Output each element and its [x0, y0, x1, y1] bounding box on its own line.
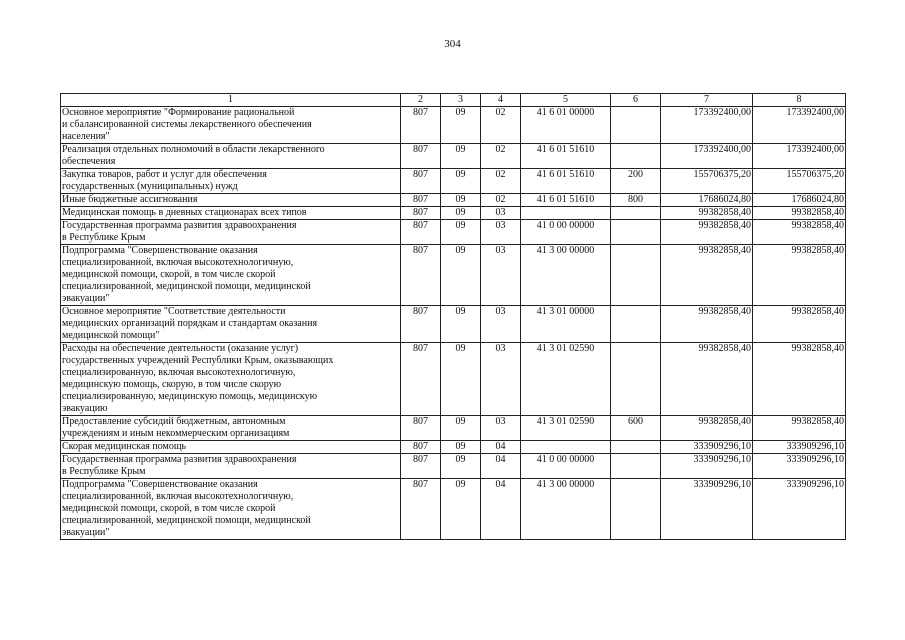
- amount-year-2: 173392400,00: [753, 107, 846, 144]
- item-name: Государственная программа развития здравоохранения в Республике Крым: [61, 220, 401, 245]
- section-code: 09: [441, 441, 481, 454]
- amount-year-1: 333909296,10: [661, 441, 753, 454]
- amount-year-2: 99382858,40: [753, 220, 846, 245]
- amount-year-1: 99382858,40: [661, 245, 753, 306]
- subsection-code: 04: [481, 441, 521, 454]
- ministry-code: 807: [401, 144, 441, 169]
- section-code: 09: [441, 220, 481, 245]
- subsection-code: 03: [481, 220, 521, 245]
- section-code: 09: [441, 343, 481, 416]
- ministry-code: 807: [401, 207, 441, 220]
- table-row: [61, 207, 846, 220]
- subsection-code: 03: [481, 207, 521, 220]
- target-article-code: [521, 207, 611, 220]
- table-row: [61, 220, 846, 245]
- amount-year-1: 333909296,10: [661, 479, 753, 540]
- item-name: Подпрограмма "Совершенствование оказания специализированной, включая высокотехнологичную, медицинской помощи, скорой, в том числе скорой специализированной, медицинской помощи, медицинской эвакуации": [61, 479, 401, 540]
- header-cell: 2: [401, 94, 441, 107]
- subsection-code: 03: [481, 416, 521, 441]
- amount-year-2: 155706375,20: [753, 169, 846, 194]
- subsection-code: 02: [481, 169, 521, 194]
- expense-type-code: [611, 144, 661, 169]
- header-cell: 6: [611, 94, 661, 107]
- amount-year-2: 99382858,40: [753, 245, 846, 306]
- section-code: 09: [441, 144, 481, 169]
- page-number: 304: [444, 38, 461, 50]
- item-name: Иные бюджетные ассигнования: [61, 194, 401, 207]
- table-row: [61, 416, 846, 441]
- subsection-code: 02: [481, 194, 521, 207]
- amount-year-1: 99382858,40: [661, 207, 753, 220]
- item-name: Медицинская помощь в дневных стационарах всех типов: [61, 207, 401, 220]
- expense-type-code: [611, 306, 661, 343]
- header-cell: 3: [441, 94, 481, 107]
- expense-type-code: [611, 343, 661, 416]
- section-code: 09: [441, 479, 481, 540]
- ministry-code: 807: [401, 194, 441, 207]
- item-name: Основное мероприятие "Формирование рациональной и сбалансированной системы лекарственного обеспечения населения": [61, 107, 401, 144]
- budget-table: [60, 93, 846, 540]
- table-row: [61, 479, 846, 540]
- table-row: [61, 441, 846, 454]
- table-row: [61, 343, 846, 416]
- subsection-code: 02: [481, 107, 521, 144]
- expense-type-code: 800: [611, 194, 661, 207]
- item-name: Основное мероприятие "Соответствие деятельности медицинских организаций порядкам и стандартам оказания медицинской помощи": [61, 306, 401, 343]
- ministry-code: 807: [401, 343, 441, 416]
- subsection-code: 04: [481, 454, 521, 479]
- section-code: 09: [441, 454, 481, 479]
- item-name: Реализация отдельных полномочий в области лекарственного обеспечения: [61, 144, 401, 169]
- section-code: 09: [441, 245, 481, 306]
- item-name: Государственная программа развития здравоохранения в Республике Крым: [61, 454, 401, 479]
- target-article-code: 41 0 00 00000: [521, 454, 611, 479]
- expense-type-code: 600: [611, 416, 661, 441]
- expense-type-code: [611, 454, 661, 479]
- target-article-code: 41 6 01 51610: [521, 144, 611, 169]
- amount-year-1: 99382858,40: [661, 306, 753, 343]
- amount-year-2: 99382858,40: [753, 207, 846, 220]
- table-row: [61, 107, 846, 144]
- amount-year-2: 333909296,10: [753, 479, 846, 540]
- expense-type-code: [611, 479, 661, 540]
- item-name: Предоставление субсидий бюджетным, автономным учреждениям и иным некоммерческим организациям: [61, 416, 401, 441]
- ministry-code: 807: [401, 479, 441, 540]
- amount-year-1: 173392400,00: [661, 107, 753, 144]
- expense-type-code: [611, 441, 661, 454]
- section-code: 09: [441, 169, 481, 194]
- target-article-code: 41 6 01 00000: [521, 107, 611, 144]
- amount-year-1: 17686024,80: [661, 194, 753, 207]
- expense-type-code: [611, 107, 661, 144]
- expense-type-code: [611, 220, 661, 245]
- ministry-code: 807: [401, 245, 441, 306]
- target-article-code: 41 3 00 00000: [521, 245, 611, 306]
- table-row: [61, 245, 846, 306]
- subsection-code: 03: [481, 343, 521, 416]
- expense-type-code: 200: [611, 169, 661, 194]
- amount-year-2: 333909296,10: [753, 441, 846, 454]
- header-cell: 4: [481, 94, 521, 107]
- section-code: 09: [441, 306, 481, 343]
- amount-year-1: 99382858,40: [661, 220, 753, 245]
- target-article-code: 41 3 01 02590: [521, 343, 611, 416]
- header-cell: 7: [661, 94, 753, 107]
- target-article-code: 41 3 01 00000: [521, 306, 611, 343]
- amount-year-2: 99382858,40: [753, 343, 846, 416]
- amount-year-1: 99382858,40: [661, 343, 753, 416]
- section-code: 09: [441, 207, 481, 220]
- expense-type-code: [611, 245, 661, 306]
- target-article-code: 41 0 00 00000: [521, 220, 611, 245]
- amount-year-1: 333909296,10: [661, 454, 753, 479]
- amount-year-2: 333909296,10: [753, 454, 846, 479]
- header-row: [61, 94, 846, 107]
- section-code: 09: [441, 416, 481, 441]
- section-code: 09: [441, 107, 481, 144]
- item-name: Подпрограмма "Совершенствование оказания специализированной, включая высокотехнологичную, медицинской помощи, скорой, в том числе скорой специализированной, медицинской помощи, медицинской эвакуации": [61, 245, 401, 306]
- subsection-code: 03: [481, 245, 521, 306]
- subsection-code: 03: [481, 306, 521, 343]
- target-article-code: 41 6 01 51610: [521, 194, 611, 207]
- amount-year-2: 99382858,40: [753, 306, 846, 343]
- ministry-code: 807: [401, 107, 441, 144]
- table-row: [61, 194, 846, 207]
- ministry-code: 807: [401, 306, 441, 343]
- target-article-code: 41 6 01 51610: [521, 169, 611, 194]
- amount-year-1: 99382858,40: [661, 416, 753, 441]
- header-cell: 5: [521, 94, 611, 107]
- ministry-code: 807: [401, 220, 441, 245]
- amount-year-1: 155706375,20: [661, 169, 753, 194]
- ministry-code: 807: [401, 416, 441, 441]
- table-row: [61, 169, 846, 194]
- header-cell: 8: [753, 94, 846, 107]
- table-row: [61, 144, 846, 169]
- target-article-code: [521, 441, 611, 454]
- subsection-code: 04: [481, 479, 521, 540]
- amount-year-2: 99382858,40: [753, 416, 846, 441]
- amount-year-2: 173392400,00: [753, 144, 846, 169]
- target-article-code: 41 3 00 00000: [521, 479, 611, 540]
- table-row: [61, 306, 846, 343]
- ministry-code: 807: [401, 441, 441, 454]
- item-name: Закупка товаров, работ и услуг для обеспечения государственных (муниципальных) нужд: [61, 169, 401, 194]
- ministry-code: 807: [401, 454, 441, 479]
- ministry-code: 807: [401, 169, 441, 194]
- section-code: 09: [441, 194, 481, 207]
- expense-type-code: [611, 207, 661, 220]
- subsection-code: 02: [481, 144, 521, 169]
- table-row: [61, 454, 846, 479]
- target-article-code: 41 3 01 02590: [521, 416, 611, 441]
- header-cell: 1: [61, 94, 401, 107]
- amount-year-2: 17686024,80: [753, 194, 846, 207]
- item-name: Расходы на обеспечение деятельности (оказание услуг) государственных учреждений Республики Крым, оказывающих специализированную, включая высокотехнологичную, медицинскую помощь, скорую, в том числе скорую специализированную, медицинскую помощь, медицинскую эвакуацию: [61, 343, 401, 416]
- item-name: Скорая медицинская помощь: [61, 441, 401, 454]
- amount-year-1: 173392400,00: [661, 144, 753, 169]
